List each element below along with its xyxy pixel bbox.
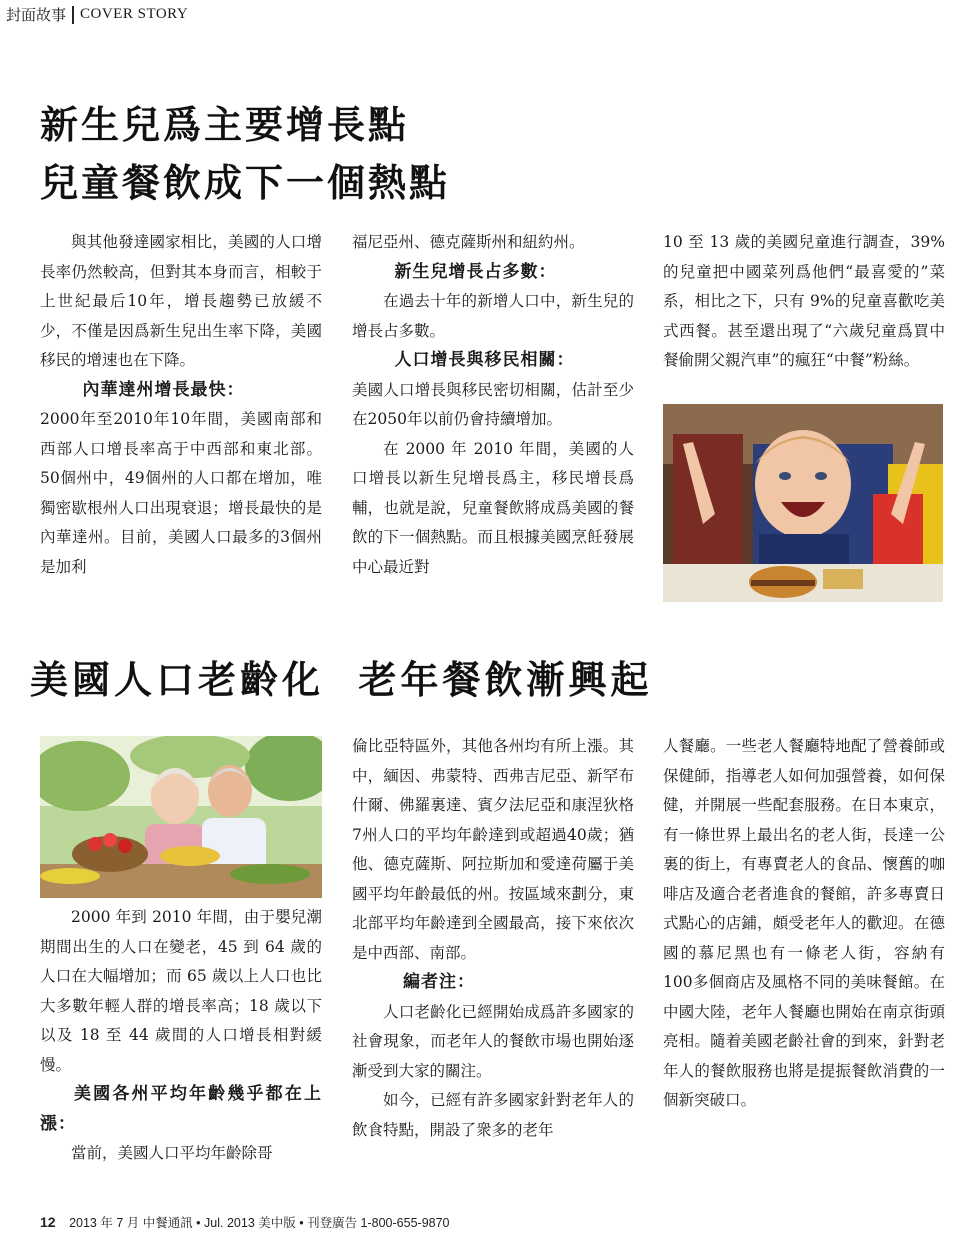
subheading: 新生兒增長占多數： <box>394 261 557 282</box>
paragraph: 人口老齡化已經開始成爲許多國家的社會現象，而老年人的餐飲市場也開始逐漸受到大家的關注。 <box>352 1002 634 1080</box>
article2-title: 美國人口老齡化 老年餐飲漸興起 <box>30 658 653 702</box>
paragraph: 2000年至2010年10年間，美國南部和西部人口增長率高于中西部和東北部。50個州中，49個州的人口都在增加，唯獨密歇根州人口出現衰退；增長最快的是內華達州。目前，美國人口最多的3個州是加利 <box>40 410 322 576</box>
section-label-en: COVER STORY <box>80 6 189 22</box>
article1-title <box>40 96 450 212</box>
subheading: 內華達州增長最快： <box>82 379 245 400</box>
paragraph: 當前，美國人口平均年齡除哥 <box>71 1144 273 1162</box>
header-divider <box>72 6 74 24</box>
footer-text: 2013 年 7 月 中餐通訊 • Jul. 2013 美中版 • 刊登廣告 1-800-655-9870 <box>69 1216 450 1230</box>
subheading: 人口增長與移民相關： <box>394 350 575 370</box>
paragraph: 福尼亞州、德克薩斯州和紐約州。 <box>352 233 585 251</box>
page-number: 12 <box>40 1214 56 1230</box>
article1-column-3 <box>663 228 945 376</box>
paragraph: 在過去十年的新增人口中，新生兒的增長占多數。 <box>352 292 634 340</box>
paragraph: 倫比亞特區外，其他各州均有所上漲。其中，緬因、弗蒙特、西弗吉尼亞、新罕布什爾、佛羅裏達、賓夕法尼亞和康涅狄格7州人口的平均年齡達到或超過40歲；猶他、德克薩斯、阿拉斯加和愛達荷屬于美國平均年齡最低的州。按區域來劃分，東北部平均年齡達到全國最高，接下來依次是中西部、南部。 <box>352 737 634 962</box>
article1-title-line1: 新生兒爲主要增長點 <box>40 103 410 147</box>
page-footer <box>40 1213 450 1231</box>
paragraph: 美國人口增長與移民密切相關，估計至少在2050年以前仍會持續增加。 <box>352 380 634 428</box>
article2-column-1 <box>40 903 322 1169</box>
paragraph: 人餐廳。一些老人餐廳特地配了營養師或保健師，指導老人如何加强營養，如何保健，并開展一些配套服務。在日本東京，有一條世界上最出名的老人街，長達一公裏的街上，有專賣老人的食品、懷舊的咖啡店及適合老者進食的餐館，許多專賣日式點心的店鋪，頗受老年人的歡迎。在德國的慕尼黑也有一條老人街，容納有 100多個商店及風格不同的美味餐館。在中國大陸，老年人餐廳也開始在南京街頭亮相。隨着美國老齡社會的到來，針對老年人的餐飲服務也將是提振餐飲消費的一個新突破口。 <box>663 737 945 1109</box>
elderly-couple-photo <box>40 736 322 898</box>
article1-column-1 <box>40 228 322 582</box>
subheading: 美國各州平均年齡幾乎都在上漲： <box>40 1084 322 1134</box>
paragraph: 如今，已經有許多國家針對老年人的飲食特點，開設了衆多的老年 <box>352 1091 634 1139</box>
subheading: 編者注： <box>403 972 475 992</box>
article2-column-2 <box>352 732 634 1145</box>
paragraph: 10 至 13 歲的美國兒童進行調查，39%的兒童把中國菜列爲他們“最喜愛的”菜系，相比之下，只有 9%的兒童喜歡吃美式西餐。甚至還出現了“六歲兒童爲買中餐偷開父親汽車”的瘋狂“中餐”粉絲。 <box>663 233 945 369</box>
paragraph: 與其他發達國家相比，美國的人口增長率仍然較高，但對其本身而言，相較于上世紀最后10年，增長趨勢已放緩不少，不僅是因爲新生兒出生率下降，美國移民的增速也在下降。 <box>40 233 322 369</box>
article2-column-3 <box>663 732 945 1116</box>
section-label-cn: 封面故事 <box>6 6 67 24</box>
section-header <box>6 4 188 25</box>
paragraph: 2000 年到 2010 年間，由于嬰兒潮期間出生的人口在變老，45 到 64 歲的人口在大幅增加；而 65 歲以上人口也比大多數年輕人群的增長率高；18 歲以下以及 18 至 44 歲間的人口增長相對緩慢。 <box>40 908 322 1074</box>
child-eating-photo <box>663 404 943 602</box>
article1-title-line2: 兒童餐飲成下一個熱點 <box>40 161 451 205</box>
paragraph: 在 2000 年 2010 年間，美國的人口增長以新生兒增長爲主，移民增長爲輔，也就是說，兒童餐飲將成爲美國的餐飲的下一個熱點。而且根據美國烹飪發展中心最近對 <box>352 439 634 576</box>
article1-column-2 <box>352 228 634 582</box>
